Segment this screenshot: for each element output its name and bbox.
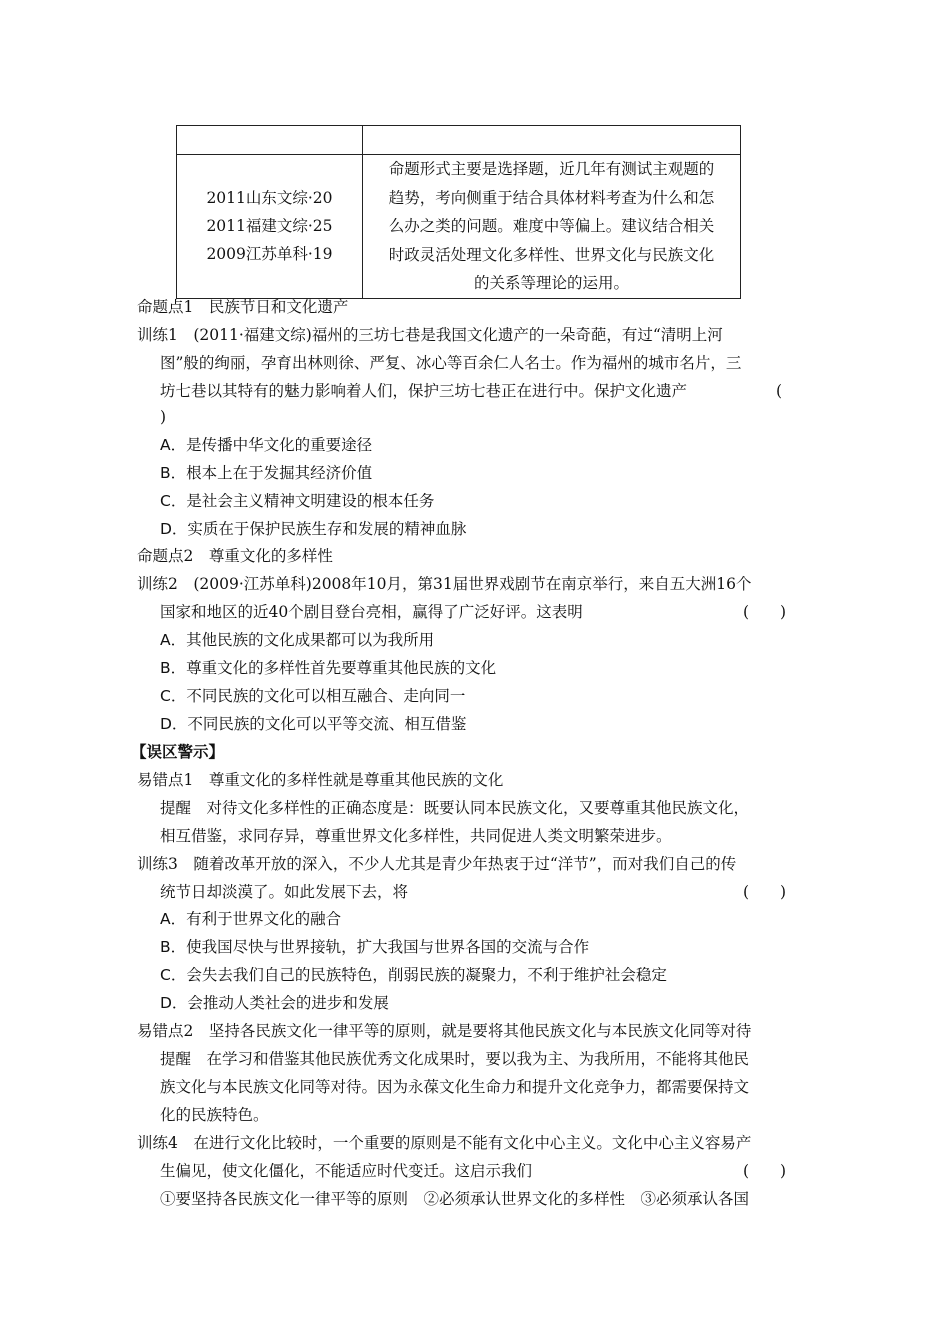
answer-paren-open: (: [776, 382, 783, 400]
table-header-cell-left: [177, 126, 363, 155]
question-3-line: 统节日却淡漠了。如此发展下去，将: [160, 883, 409, 901]
error-point-1-title: 易错点1 尊重文化的多样性就是尊重其他民族的文化: [137, 771, 504, 789]
answer-paren: ( ): [743, 883, 787, 901]
question-4-line: 生偏见，使文化僵化，不能适应时代变迁。这启示我们: [160, 1162, 533, 1180]
question-1-option-b: B．根本上在于发掘其经济价值: [160, 464, 373, 482]
question-2-line: 国家和地区的近40个剧目登台亮相，赢得了广泛好评。这表明: [160, 603, 583, 621]
question-1-line: 训练1 (2011·福建文综)福州的三坊七巷是我国文化遗产的一朵奇葩，有过“清明上河: [137, 326, 723, 344]
question-1-option-c: C．是社会主义精神文明建设的根本任务: [160, 492, 435, 510]
question-2-option-d: D．不同民族的文化可以平等交流、相互借鉴: [160, 715, 467, 733]
question-3-option-c: C．会失去我们自己的民族特色，削弱民族的凝聚力，不利于维护社会稳定: [160, 966, 667, 984]
error-point-2-tip: 族文化与本民族文化同等对待。因为永葆文化生命力和提升文化竞争力，都需要保持文: [160, 1078, 750, 1096]
analysis-line: 趋势，考向侧重于结合具体材料考查为什么和怎: [388, 188, 715, 207]
error-point-2-tip: 提醒 在学习和借鉴其他民族优秀文化成果时，要以我为主、为我所用，不能将其他民: [160, 1050, 750, 1068]
exam-source: 2011山东文综·20: [206, 189, 333, 208]
answer-paren: ( ): [743, 1162, 787, 1180]
error-point-2-title: 易错点2 坚持各民族文化一律平等的原则，就是要将其他民族文化与本民族文化同等对待: [137, 1022, 752, 1040]
question-2-line: 训练2 (2009·江苏单科)2008年10月，第31届世界戏剧节在南京举行，来自五大洲16个: [137, 575, 752, 593]
topic-point-2-title: 命题点2 尊重文化的多样性: [137, 547, 333, 565]
error-point-2-tip: 化的民族特色。: [160, 1106, 269, 1124]
analysis-line: 的关系等理论的运用。: [473, 274, 629, 292]
question-4-line: 训练4 在进行文化比较时，一个重要的原则是不能有文化中心主义。文化中心主义容易产: [137, 1134, 752, 1152]
analysis-line: 命题形式主要是选择题，近几年有测试主观题的: [388, 160, 715, 178]
question-3-line: 训练3 随着改革开放的深入，不少人尤其是青少年热衷于过“洋节”，而对我们自己的传: [137, 855, 737, 873]
table-row: [177, 155, 741, 299]
exam-sources-cell: [177, 155, 363, 299]
question-1-option-a: A．是传播中华文化的重要途径: [160, 436, 373, 454]
answer-paren: ( ): [743, 603, 787, 621]
exam-info-table: [176, 125, 741, 299]
exam-source: 2009江苏单科·19: [206, 245, 333, 264]
question-2-option-b: B．尊重文化的多样性首先要尊重其他民族的文化: [160, 659, 497, 677]
topic-point-1-title: 命题点1 民族节日和文化遗产: [137, 298, 349, 316]
question-3-option-b: B．使我国尽快与世界接轨，扩大我国与世界各国的交流与合作: [160, 938, 590, 956]
question-1-option-d: D．实质在于保护民族生存和发展的精神血脉: [160, 520, 467, 538]
question-4-statements: ①要坚持各民族文化一律平等的原则 ②必须承认世界文化的多样性 ③必须承认各国: [160, 1190, 750, 1208]
question-1-line: 图”般的绚丽，孕育出林则徐、严复、冰心等百余仁人名士。作为福州的城市名片，三: [160, 354, 742, 372]
question-1-line: 坊七巷以其特有的魅力影响着人们，保护三坊七巷正在进行中。保护文化遗产: [160, 382, 688, 400]
question-2-option-a: A．其他民族的文化成果都可以为我所用: [160, 631, 435, 649]
exam-source: 2011福建文综·25: [206, 217, 333, 236]
question-3-option-a: A．有利于世界文化的融合: [160, 910, 342, 928]
error-point-1-tip: 提醒 对待文化多样性的正确态度是：既要认同本民族文化，又要尊重其他民族文化，: [160, 799, 750, 817]
question-2-option-c: C．不同民族的文化可以相互融合、走向同一: [160, 687, 466, 705]
warning-heading: 【误区警示】: [131, 742, 225, 761]
analysis-line: 时政灵活处理文化多样性、世界文化与民族文化: [388, 245, 715, 264]
error-point-1-tip: 相互借鉴，求同存异，尊重世界文化多样性，共同促进人类文明繁荣进步。: [160, 827, 672, 845]
answer-paren-close: ): [160, 408, 167, 426]
question-3-option-d: D．会推动人类社会的进步和发展: [160, 994, 389, 1012]
analysis-line: 么办之类的问题。难度中等偏上。建议结合相关: [388, 217, 715, 235]
table-header-cell-right: [363, 126, 741, 155]
table-header-row: [177, 126, 741, 155]
analysis-cell: [363, 155, 741, 299]
